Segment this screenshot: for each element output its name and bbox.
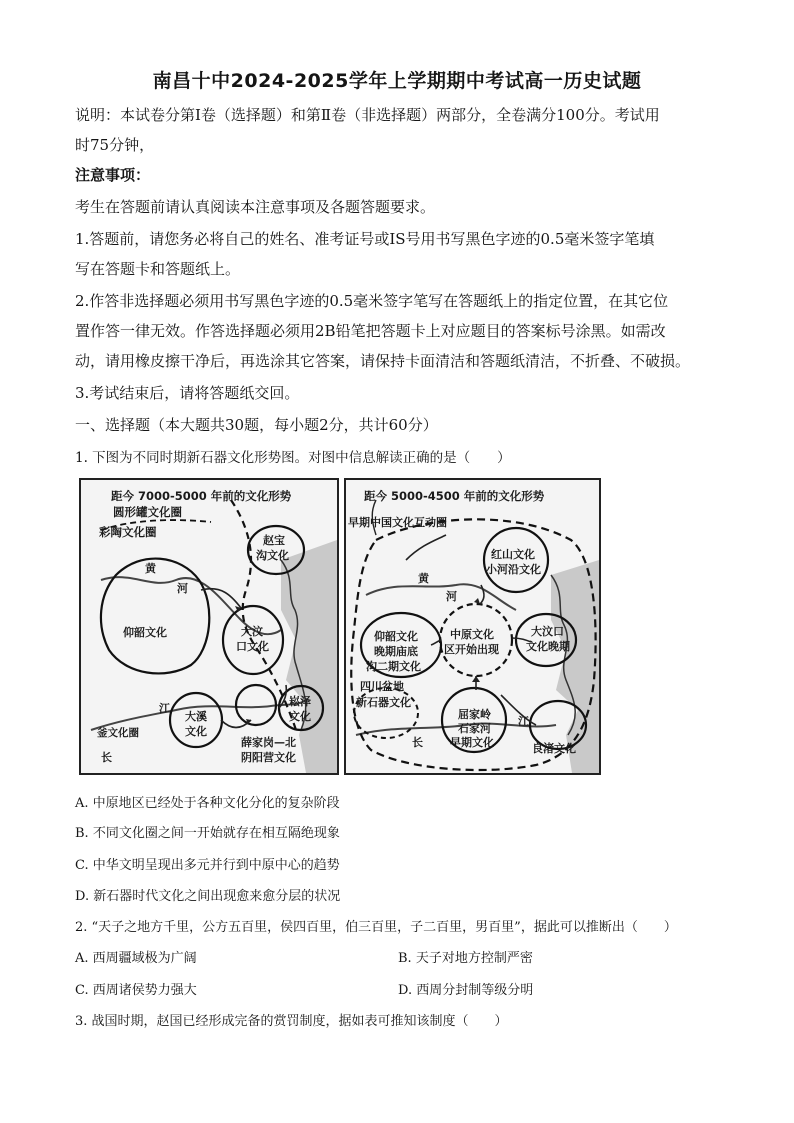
question-3-stem: 3. 战国时期，赵国已经形成完备的赏罚制度，据如表可推知该制度（ ） — [75, 1014, 508, 1029]
rule-1-line-2: 写在答题卡和答题纸上。 — [75, 260, 241, 278]
label-zhaobaogou-1: 赵宝 — [263, 534, 285, 547]
arrow-2 — [221, 720, 251, 728]
label-qujialing-3: 早期文化 — [450, 736, 494, 749]
rule-2-line-2: 置作答一律无效。作答选择题必须用2B铅笔把答题卡上对应题目的答案标号涂黑。如需改 — [75, 322, 666, 340]
label-chang: 长 — [412, 736, 423, 749]
arrow-1 — [406, 535, 446, 560]
map-left — [79, 478, 339, 775]
label-liangzhu: 良渚文化 — [532, 742, 576, 755]
map-right — [344, 478, 601, 775]
rule-2-line-3: 动，请用橡皮擦干净后，再选涂其它答案，请保持卡面清洁和答题纸清洁，不折叠、不破损。 — [75, 352, 691, 370]
label-he: 河 — [177, 582, 188, 595]
label-songze-2: 文化 — [289, 710, 311, 723]
q2-option-b[interactable]: B. 天子对地方控制严密 — [398, 951, 533, 966]
label-daxi-2: 文化 — [185, 725, 207, 738]
label-chang: 长 — [101, 751, 112, 764]
rule-3: 3.考试结束后，请将答题纸交回。 — [75, 384, 300, 402]
label-yangshao-2: 晚期庙底 — [374, 645, 418, 658]
label-xuejiagang-2: 阴阳营文化 — [241, 751, 296, 764]
map-left-graphic — [81, 480, 337, 773]
label-sichuan-2: 新石器文化 — [356, 696, 411, 709]
attention-heading: 注意事项： — [75, 166, 151, 184]
label-zhongyuan-2: 区开始出现 — [444, 643, 499, 656]
q2-option-d[interactable]: D. 西周分封制等级分明 — [398, 983, 534, 998]
instructions-line-1: 说明：本试卷分第Ⅰ卷（选择题）和第Ⅱ卷（非选择题）两部分，全卷满分100分。考试用 — [75, 106, 660, 124]
section-heading: 一、选择题（本大题共30题，每小题2分，共计60分） — [75, 416, 438, 434]
yangshao-circle — [101, 559, 209, 674]
label-dawenkou-2: 文化晚期 — [526, 640, 570, 653]
q1-option-b[interactable]: B. 不同文化圈之间一开始就存在相互隔绝现象 — [75, 826, 340, 841]
attention-intro: 考生在答题前请认真阅读本注意事项及各题答题要求。 — [75, 198, 436, 216]
legend-fu: 釜文化圈 — [97, 727, 139, 739]
label-qujialing-1: 屈家岭 — [458, 708, 491, 721]
question-1-stem: 1. 下图为不同时期新石器文化形势图。对图中信息解读正确的是（ ） — [75, 450, 511, 466]
question-2-stem: 2. “天子之地方千里，公方五百里，侯四百里，伯三百里，子二百里，男百里”，据此可以推断出（ ） — [75, 920, 677, 935]
map-right-title: 距今 5000-4500 年前的文化形势 — [364, 489, 545, 503]
label-yangshao-3: 沟二期文化 — [366, 660, 421, 673]
instructions-line-2: 时75分钟， — [75, 136, 155, 154]
label-hongshan-2: 小河沿文化 — [486, 563, 541, 576]
label-dawenkou-1: 大汶 — [241, 625, 263, 638]
rule-2-line-1: 2.作答非选择题必须用书写黑色字迹的0.5毫米签字笔写在答题纸上的指定位置，在其它位 — [75, 292, 669, 310]
label-dawenkou-2: 口文化 — [236, 640, 269, 653]
xuejiagang-circle — [236, 685, 276, 725]
label-hongshan-1: 红山文化 — [491, 548, 535, 561]
exam-title: 南昌十中2024-2025学年上学期期中考试高一历史试题 — [152, 70, 642, 92]
label-jiang: 江 — [518, 715, 529, 728]
label-qujialing-2: 石家河 — [458, 722, 491, 735]
map-left-title: 距今 7000-5000 年前的文化形势 — [111, 489, 292, 503]
q2-option-c[interactable]: C. 西周诸侯势力强大 — [75, 983, 197, 998]
label-huang: 黄 — [418, 572, 429, 585]
q1-option-c[interactable]: C. 中华文明呈现出多元并行到中原中心的趋势 — [75, 858, 340, 873]
label-huang: 黄 — [145, 562, 156, 575]
legend-yuanxingguan: 圆形罐文化圈 — [113, 505, 182, 519]
label-zhongyuan-1: 中原文化 — [450, 628, 494, 641]
rule-1-line-1: 1.答题前，请您务必将自己的姓名、准考证号或IS号用书写黑色字迹的0.5毫米签字笔填 — [75, 230, 655, 248]
label-sichuan-1: 四川盆地 — [360, 680, 404, 693]
q1-option-d[interactable]: D. 新石器时代文化之间出现愈来愈分层的状况 — [75, 889, 341, 904]
label-yangshao-1: 仰韶文化 — [374, 630, 418, 643]
label-zhaobaogou-2: 沟文化 — [256, 549, 289, 562]
q1-option-a[interactable]: A. 中原地区已经处于各种文化分化的复杂阶段 — [75, 796, 340, 811]
label-songze-1: 崧泽 — [289, 695, 311, 708]
label-daxi-1: 大溪 — [185, 710, 207, 723]
q2-option-a[interactable]: A. 西周疆域极为广阔 — [75, 951, 197, 966]
map-right-graphic — [346, 480, 599, 773]
label-yangshao: 仰韶文化 — [123, 626, 167, 639]
yellow-river-line — [366, 584, 516, 610]
label-xuejiagang-1: 薛家岗—北 — [241, 736, 296, 749]
legend-interaction-sphere: 早期中国文化互动圈 — [348, 516, 447, 529]
legend-caitao: 彩陶文化圈 — [99, 525, 157, 539]
label-he: 河 — [446, 590, 457, 603]
label-dawenkou-1: 大汶口 — [531, 625, 564, 638]
label-jiang: 江 — [159, 702, 170, 715]
